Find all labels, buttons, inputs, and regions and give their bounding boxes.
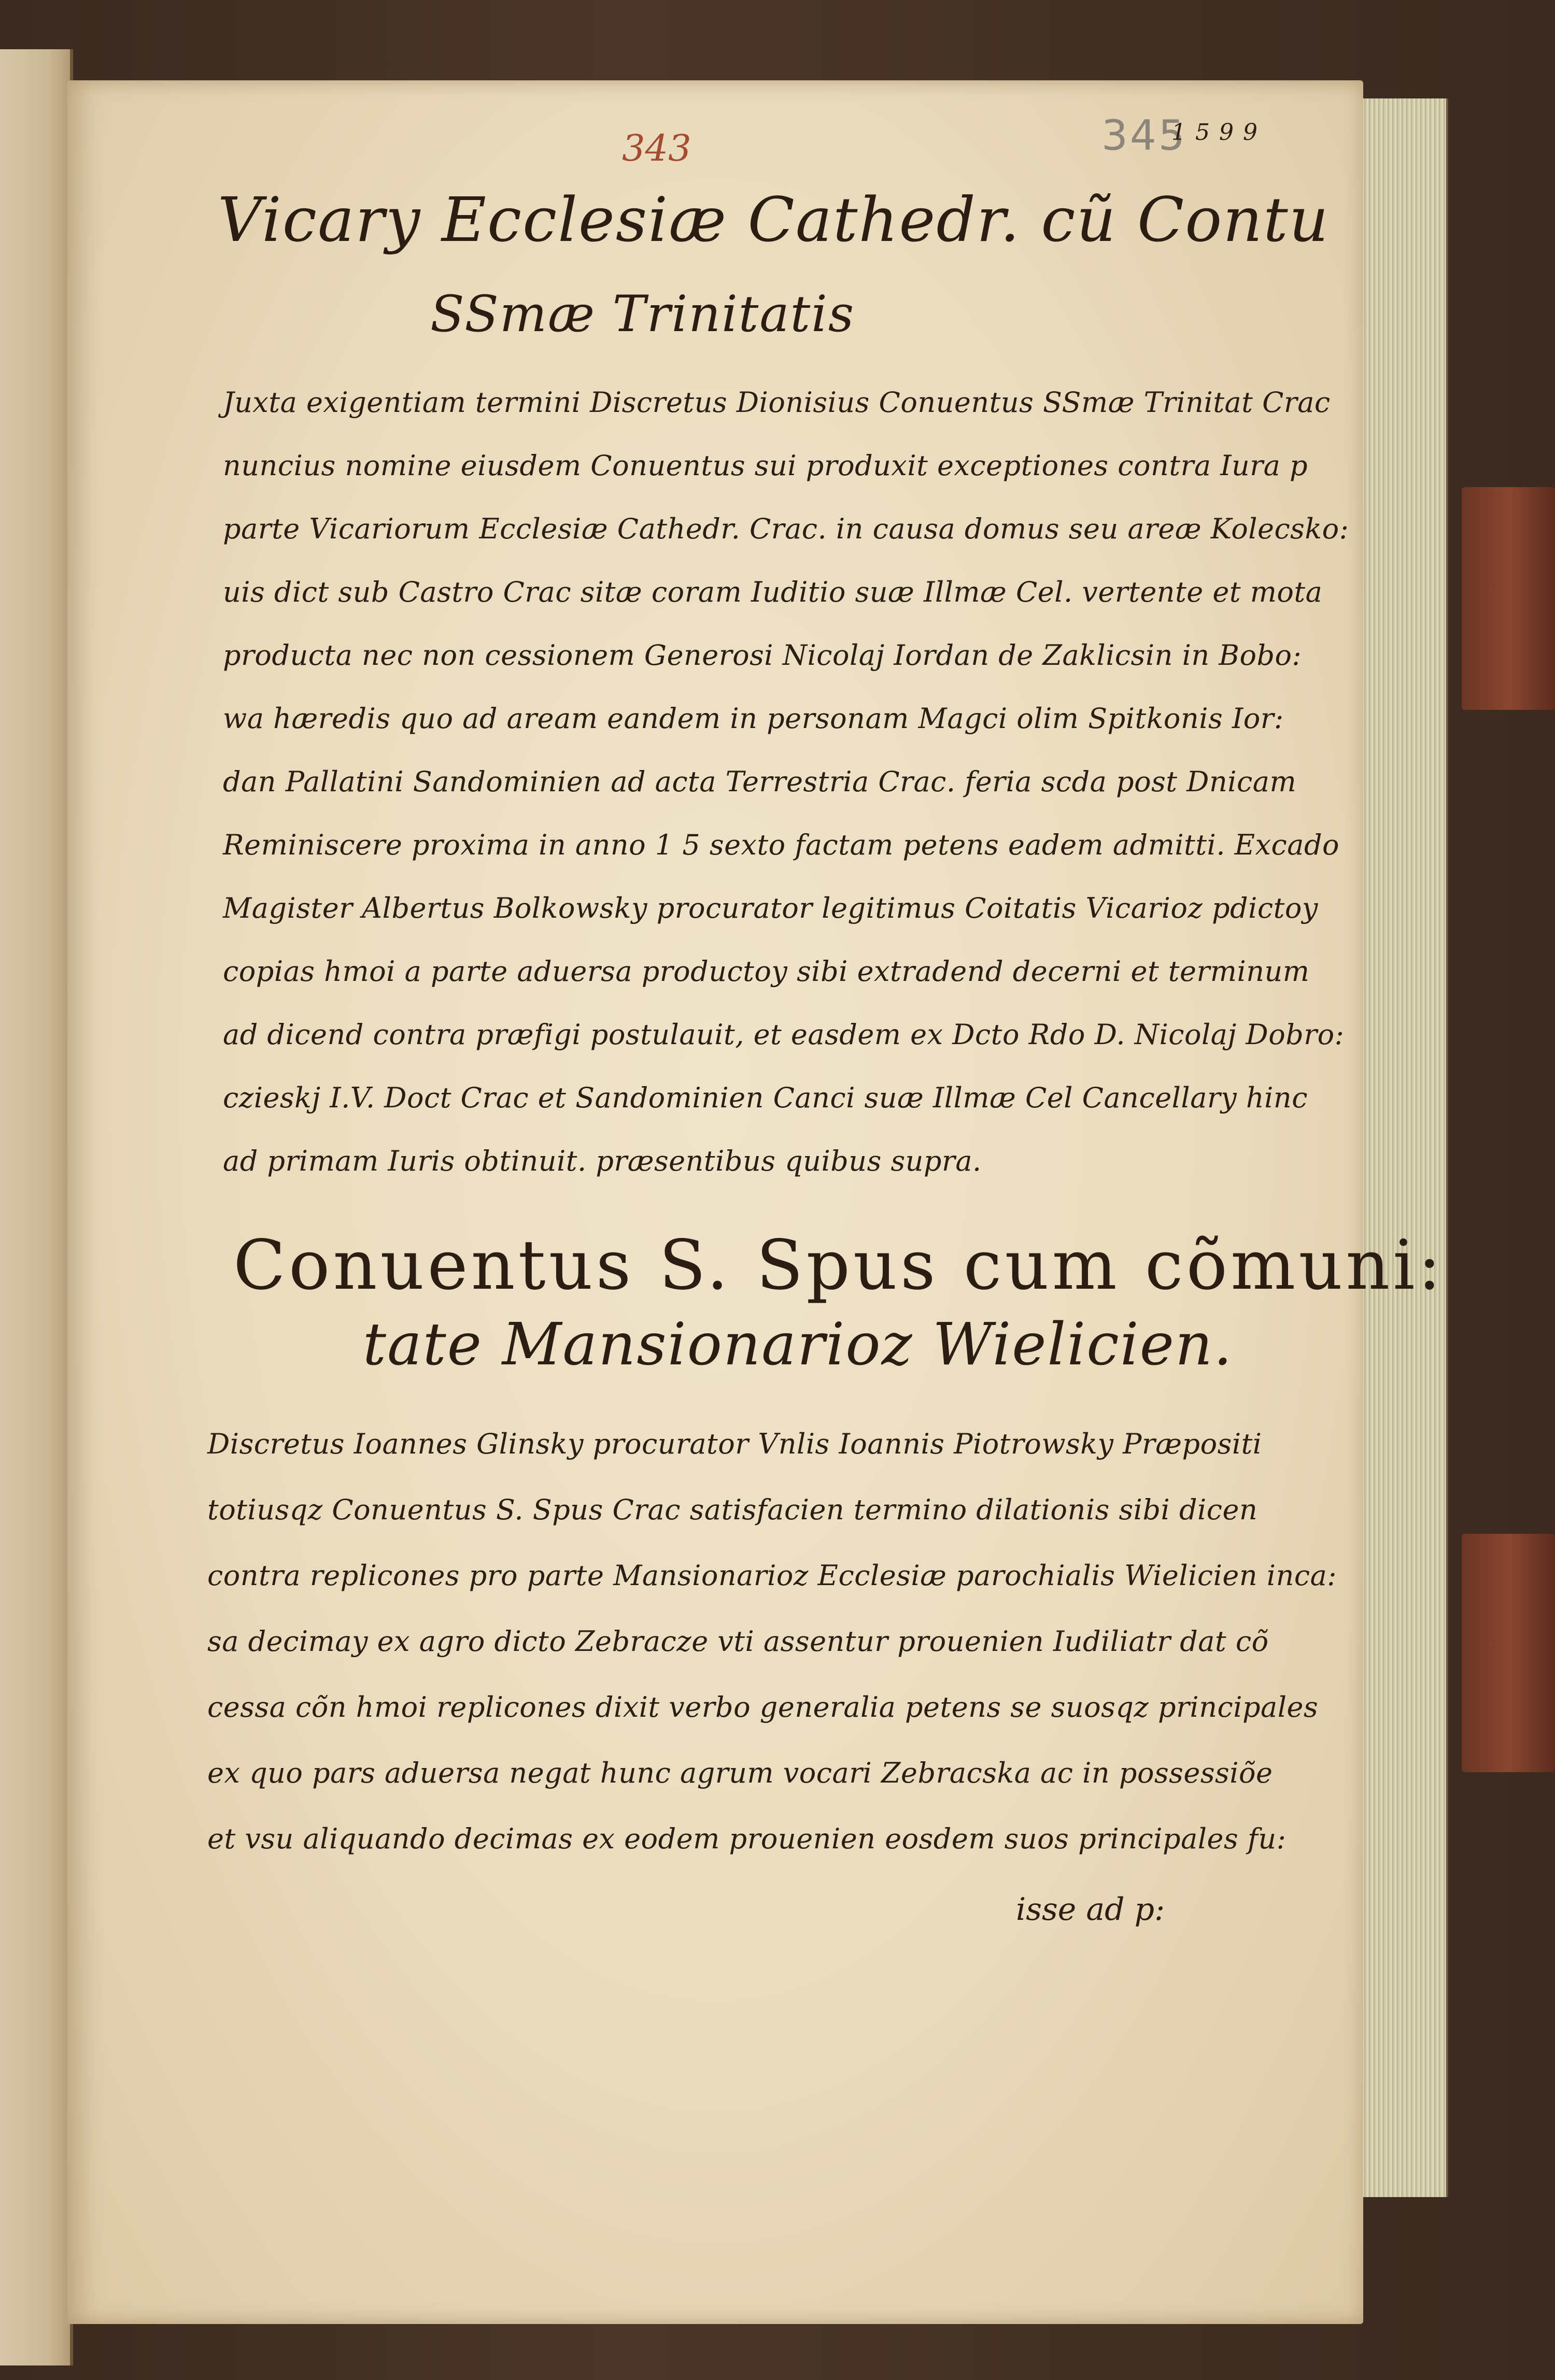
entry1-line: czieskj I.V. Doct Crac et Sandominien Canci suæ Illmæ Cel Cancellary hinc: [223, 1081, 1308, 1114]
entry1-heading-line1: Vicary Ecclesiæ Cathedr. cũ Contu: [218, 184, 1330, 255]
entry2-line: sa decimay ex agro dicto Zebracze vti assentur prouenien Iudiliatr dat cõ: [207, 1625, 1269, 1658]
entry1-line: parte Vicariorum Ecclesiæ Cathedr. Crac. in causa domus seu areæ Kolecsko:: [223, 512, 1349, 545]
folio-number-red: 343: [622, 127, 691, 169]
binding-strap-top: [1462, 487, 1555, 710]
entry2-heading-line1: Conuentus S. Spus cum cõmuni:: [233, 1225, 1445, 1305]
entry1-line: wa hæredis quo ad aream eandem in personam Magci olim Spitkonis Ior:: [223, 702, 1284, 735]
catchword: isse ad p:: [1016, 1891, 1165, 1928]
entry1-line: nuncius nomine eiusdem Conuentus sui produxit exceptiones contra Iura p: [223, 449, 1308, 482]
entry2-line: totiusqz Conuentus S. Spus Crac satisfacien termino dilationis sibi dicen: [207, 1493, 1258, 1526]
entry2-heading-line2: tate Mansionarioz Wielicien.: [363, 1311, 1233, 1378]
entry2-line: Discretus Ioannes Glinsky procurator Vnlis Ioannis Piotrowsky Præpositi: [207, 1428, 1262, 1460]
entry1-line: Magister Albertus Bolkowsky procurator legitimus Coitatis Vicarioz pdictoy: [223, 892, 1318, 924]
entry1-line: copias hmoi a parte aduersa productoy sibi extradend decerni et terminum: [223, 955, 1310, 988]
entry2-line: contra replicones pro parte Mansionarioz Ecclesiæ parochialis Wielicien inca:: [207, 1559, 1337, 1592]
entry1-line: dan Pallatini Sandominien ad acta Terrestria Crac. feria scda post Dnicam: [223, 765, 1297, 798]
entry1-line: uis dict sub Castro Crac sitæ coram Iuditio suæ Illmæ Cel. vertente et mota: [223, 576, 1323, 608]
entry1-line: ad dicend contra præfigi postulauit, et easdem ex Dcto Rdo D. Nicolaj Dobro:: [223, 1018, 1345, 1051]
entry1-line: ad primam Iuris obtinuit. præsentibus quibus supra.: [223, 1145, 982, 1177]
entry1-line: Reminiscere proxima in anno 1 5 sexto factam petens eadem admitti. Excado: [223, 829, 1340, 861]
entry2-line: et vsu aliquando decimas ex eodem prouenien eosdem suos principales fu:: [207, 1822, 1287, 1855]
year-note: 1599: [1171, 119, 1267, 146]
entry2-line: cessa cõn hmoi replicones dixit verbo generalia petens se suosqz principales: [207, 1691, 1319, 1723]
entry1-line: Juxta exigentiam termini Discretus Dionisius Conuentus SSmæ Trinitat Crac: [223, 386, 1331, 419]
entry1-heading-line2: SSmæ Trinitatis: [430, 285, 855, 343]
binding-strap-bottom: [1462, 1534, 1555, 1772]
folio-number-pencil: 345: [1101, 111, 1187, 160]
left-page-edge: [0, 49, 73, 2365]
entry1-line: producta nec non cessionem Generosi Nicolaj Iordan de Zaklicsin in Bobo:: [223, 639, 1302, 672]
entry2-line: ex quo pars aduersa negat hunc agrum vocari Zebracska ac in possessiõe: [207, 1757, 1273, 1789]
